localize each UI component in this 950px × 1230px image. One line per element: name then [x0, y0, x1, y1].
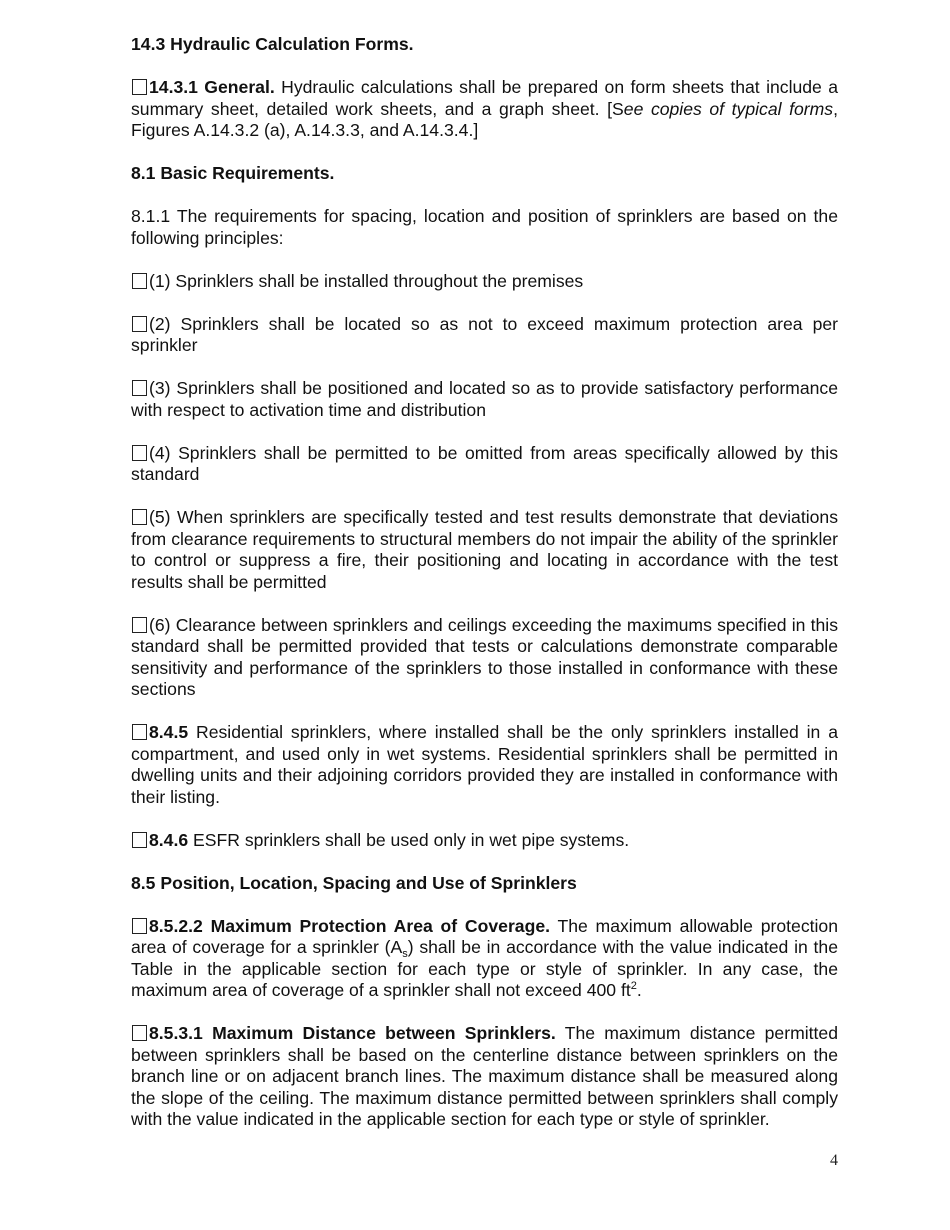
section-heading-8-5: 8.5 Position, Location, Spacing and Use of Sprinklers: [131, 872, 577, 893]
checkbox-item-5[interactable]: [132, 509, 147, 525]
clause-number: 8.4.5: [149, 722, 189, 742]
checkbox-item-4[interactable]: [132, 445, 147, 461]
list-item-text: (2) Sprinklers shall be located so as not to exceed maximum protection area per sprinkler: [131, 313, 838, 355]
list-item: [131, 271, 838, 293]
checkbox-8-4-5[interactable]: [132, 724, 147, 740]
checkbox-item-2[interactable]: [132, 316, 147, 332]
superscript: 2: [630, 980, 637, 992]
clause-number: 8.4.6: [149, 829, 189, 850]
list-item: [131, 378, 838, 421]
clause-text: Residential sprinklers, where installed shall be the only sprinklers installed in a compartment, and used only in wet systems. Residential sprinklers shall be permitted in dwelling units and their adjoining corridors provided they are installed in conformance with their listing.: [131, 722, 838, 807]
list-item-text: (4) Sprinklers shall be permitted to be omitted from areas specifically allowed by this standard: [131, 442, 838, 484]
list-item: [131, 507, 838, 593]
paragraph-8-5-2-2: [131, 916, 838, 1002]
clause-text-cont: ) shall be in accordance with the value indicated in the Table in the applicable section for each type or style of sprinkler. In any case, the maximum area of coverage of a sprinkler shall not exceed 400 ft: [131, 937, 838, 1000]
checkbox-8-4-6[interactable]: [132, 832, 147, 848]
list-item-text: (5) When sprinklers are specifically tested and test results demonstrate that deviations from clearance requirements to structural members do not impair the ability of the sprinkler to control or suppress a fire, their positioning and locating in accordance with the test results shall be permitted: [131, 507, 838, 592]
checkbox-8-5-2-2[interactable]: [132, 918, 147, 934]
checkbox-item-1[interactable]: [132, 273, 147, 289]
list-item-text: (1) Sprinklers shall be installed throughout the premises: [149, 270, 584, 291]
list-item: [131, 615, 838, 701]
list-item: [131, 443, 838, 486]
paragraph-8-4-5: [131, 722, 838, 808]
clause-text-tail: , Figures A.14.3.2 (a), A.14.3.3, and A.14.3.4.]: [131, 98, 838, 140]
paragraph-8-5-3-1: [131, 1023, 838, 1131]
clause-italic-text: ee copies of typical forms: [623, 98, 834, 119]
checkbox-item-3[interactable]: [132, 380, 147, 396]
clause-text-end: .: [636, 980, 642, 1000]
paragraph-8-4-6: [131, 830, 838, 852]
subscript: s: [402, 948, 408, 960]
checkbox-14-3-1[interactable]: [132, 79, 147, 95]
document-page: [131, 34, 838, 1131]
list-item: [131, 314, 838, 357]
paragraph-8-1-1: 8.1.1 The requirements for spacing, location and position of sprinklers are based on the following principles:: [131, 206, 838, 248]
clause-text: The maximum allowable protection area of coverage for a sprinkler (A: [131, 915, 838, 957]
clause-text: ESFR sprinklers shall be used only in wet pipe systems.: [188, 829, 630, 850]
list-item-text: (3) Sprinklers shall be positioned and located so as to provide satisfactory performance with respect to activation time and distribution: [131, 378, 838, 420]
checkbox-item-6[interactable]: [132, 617, 147, 633]
clause-number: 14.3.1 General.: [149, 77, 275, 97]
clause-number: 8.5.2.2 Maximum Protection Area of Coverage.: [149, 915, 550, 936]
section-heading-14-3: 14.3 Hydraulic Calculation Forms.: [131, 34, 414, 54]
clause-number: 8.5.3.1 Maximum Distance between Sprinklers.: [149, 1023, 556, 1043]
clause-text: Hydraulic calculations shall be prepared on form sheets that include a summary sheet, detailed work sheets, and a graph sheet. [S: [131, 77, 839, 119]
page-number: 4: [830, 1152, 838, 1169]
list-item-text: (6) Clearance between sprinklers and ceilings exceeding the maximums specified in this standard shall be permitted provided that tests or calculations demonstrate comparable sensitivity and performance of the sprinklers to those installed in conformance with these sections: [131, 614, 838, 699]
section-heading-8-1: 8.1 Basic Requirements.: [131, 163, 335, 183]
checkbox-8-5-3-1[interactable]: [132, 1025, 147, 1041]
clause-text: The maximum distance permitted between sprinklers shall be based on the centerline distance between sprinklers on the branch line or on adjacent branch lines. The maximum distance shall be measured along the slope of the ceiling. The maximum distance permitted between sprinklers shall comply with the value indicated in the applicable section for each type or style of sprinkler.: [131, 1023, 838, 1129]
paragraph-14-3-1: [131, 77, 838, 142]
